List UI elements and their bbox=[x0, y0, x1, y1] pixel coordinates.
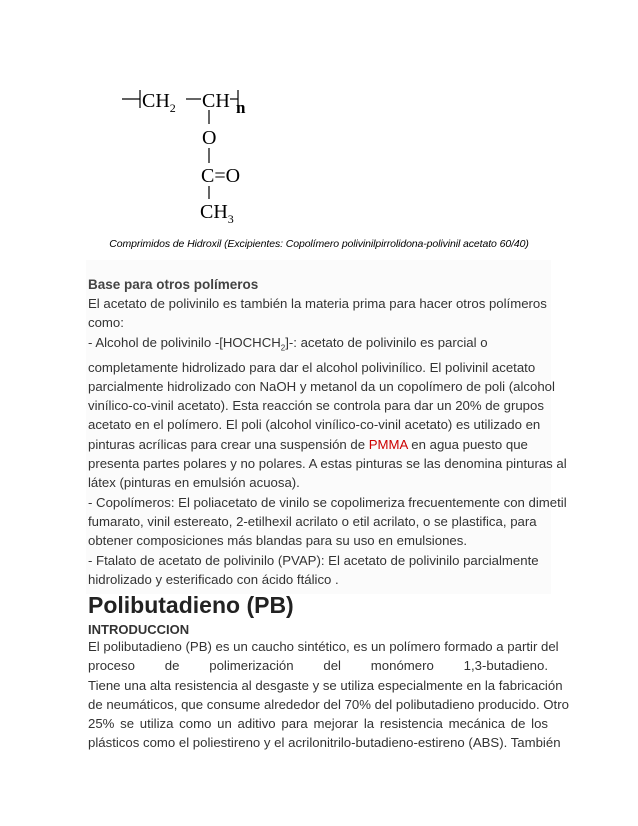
ch3-text: $CH_3$ bbox=[200, 201, 234, 226]
body-line: vinílico-co-vinil acetato). Esta reacción se controla para dar un 20% de grupos bbox=[88, 398, 544, 414]
body-line: - Ftalato de acetato de polivinilo (PVAP): El acetato de polivinilo parcialmente bbox=[88, 552, 539, 568]
repeat-n: n bbox=[236, 98, 246, 117]
body-line: fumarato, vinil estereato, 2-etilhexil acrilato o etil acrilato, o se plastifica, para bbox=[88, 513, 537, 529]
carbonyl-text: C=O bbox=[201, 165, 241, 187]
body-line: presenta partes polares y no polares. A estas pinturas se las denomina pinturas al bbox=[88, 456, 567, 472]
body-line: acetato en el polímero. El poli (alcohol vinílico-co-vinil acetato) es utilizado en bbox=[88, 417, 541, 433]
polyvinyl-acetate-structure bbox=[118, 86, 268, 226]
body-line: hidrolizado y esterificado con ácido ftálico . bbox=[88, 571, 339, 587]
body-line: látex (pinturas en emulsión acuosa). bbox=[88, 475, 300, 491]
ch2-text: $CH_2$ bbox=[142, 90, 176, 115]
pmma-link[interactable]: PMMA bbox=[368, 436, 408, 452]
body-line: pinturas acrílicas para crear una suspensión de PMMA en agua puesto que bbox=[88, 436, 528, 452]
section-body bbox=[88, 294, 567, 589]
figure-caption: Comprimidos de Hidroxil (Excipientes: Copolímero polivinilpirrolidona-polivinil acetato 60/40) bbox=[109, 238, 529, 250]
body-line: completamente hidrolizado para dar el alcohol polivinílico. El polivinil acetato bbox=[88, 359, 536, 375]
body-line: como: bbox=[88, 315, 124, 331]
pb-body bbox=[88, 637, 569, 753]
structure-diagram bbox=[118, 86, 268, 226]
body-line: - Copolímeros: El poliacetato de vinilo se copolimeriza frecuentemente con dimetil bbox=[88, 494, 567, 510]
pb-line: Tiene una alta resistencia al desgaste y se utiliza especialmente en la fabricación bbox=[88, 677, 563, 693]
pb-line: plásticos como el poliestireno y el acrilonitrilo-butadieno-estireno (ABS). También bbox=[88, 735, 561, 751]
pb-line: 25% se utiliza como un aditivo para mejorar la resistencia mecánica de los bbox=[88, 716, 548, 732]
pb-line: de neumáticos, que consume alrededor del 70% del polibutadieno producido. Otro bbox=[88, 696, 569, 712]
body-line: obtener composiciones más blandas para su uso en emulsiones. bbox=[88, 533, 467, 549]
intro-title: INTRODUCCION bbox=[88, 622, 190, 637]
section-title: Base para otros polímeros bbox=[88, 277, 259, 292]
oxygen-text: O bbox=[202, 127, 217, 149]
pb-line: El polibutadieno (PB) es un caucho sintético, es un polímero formado a partir del bbox=[88, 639, 559, 654]
body-line: - Alcohol de polivinilo $-[HOCHCH_2]-$: acetato de polivinilo es parcial o bbox=[88, 334, 488, 353]
ch-text: CH bbox=[202, 90, 230, 112]
pb-heading: Polibutadieno (PB) bbox=[88, 592, 294, 618]
body-line: El acetato de polivinilo es también la materia prima para hacer otros polímeros bbox=[88, 296, 547, 311]
pb-line: proceso de polimerización del monómero 1,3-butadieno. bbox=[88, 658, 548, 674]
body-line: parcialmente hidrolizado con NaOH y metanol da un copolímero de poli (alcohol bbox=[88, 378, 555, 394]
